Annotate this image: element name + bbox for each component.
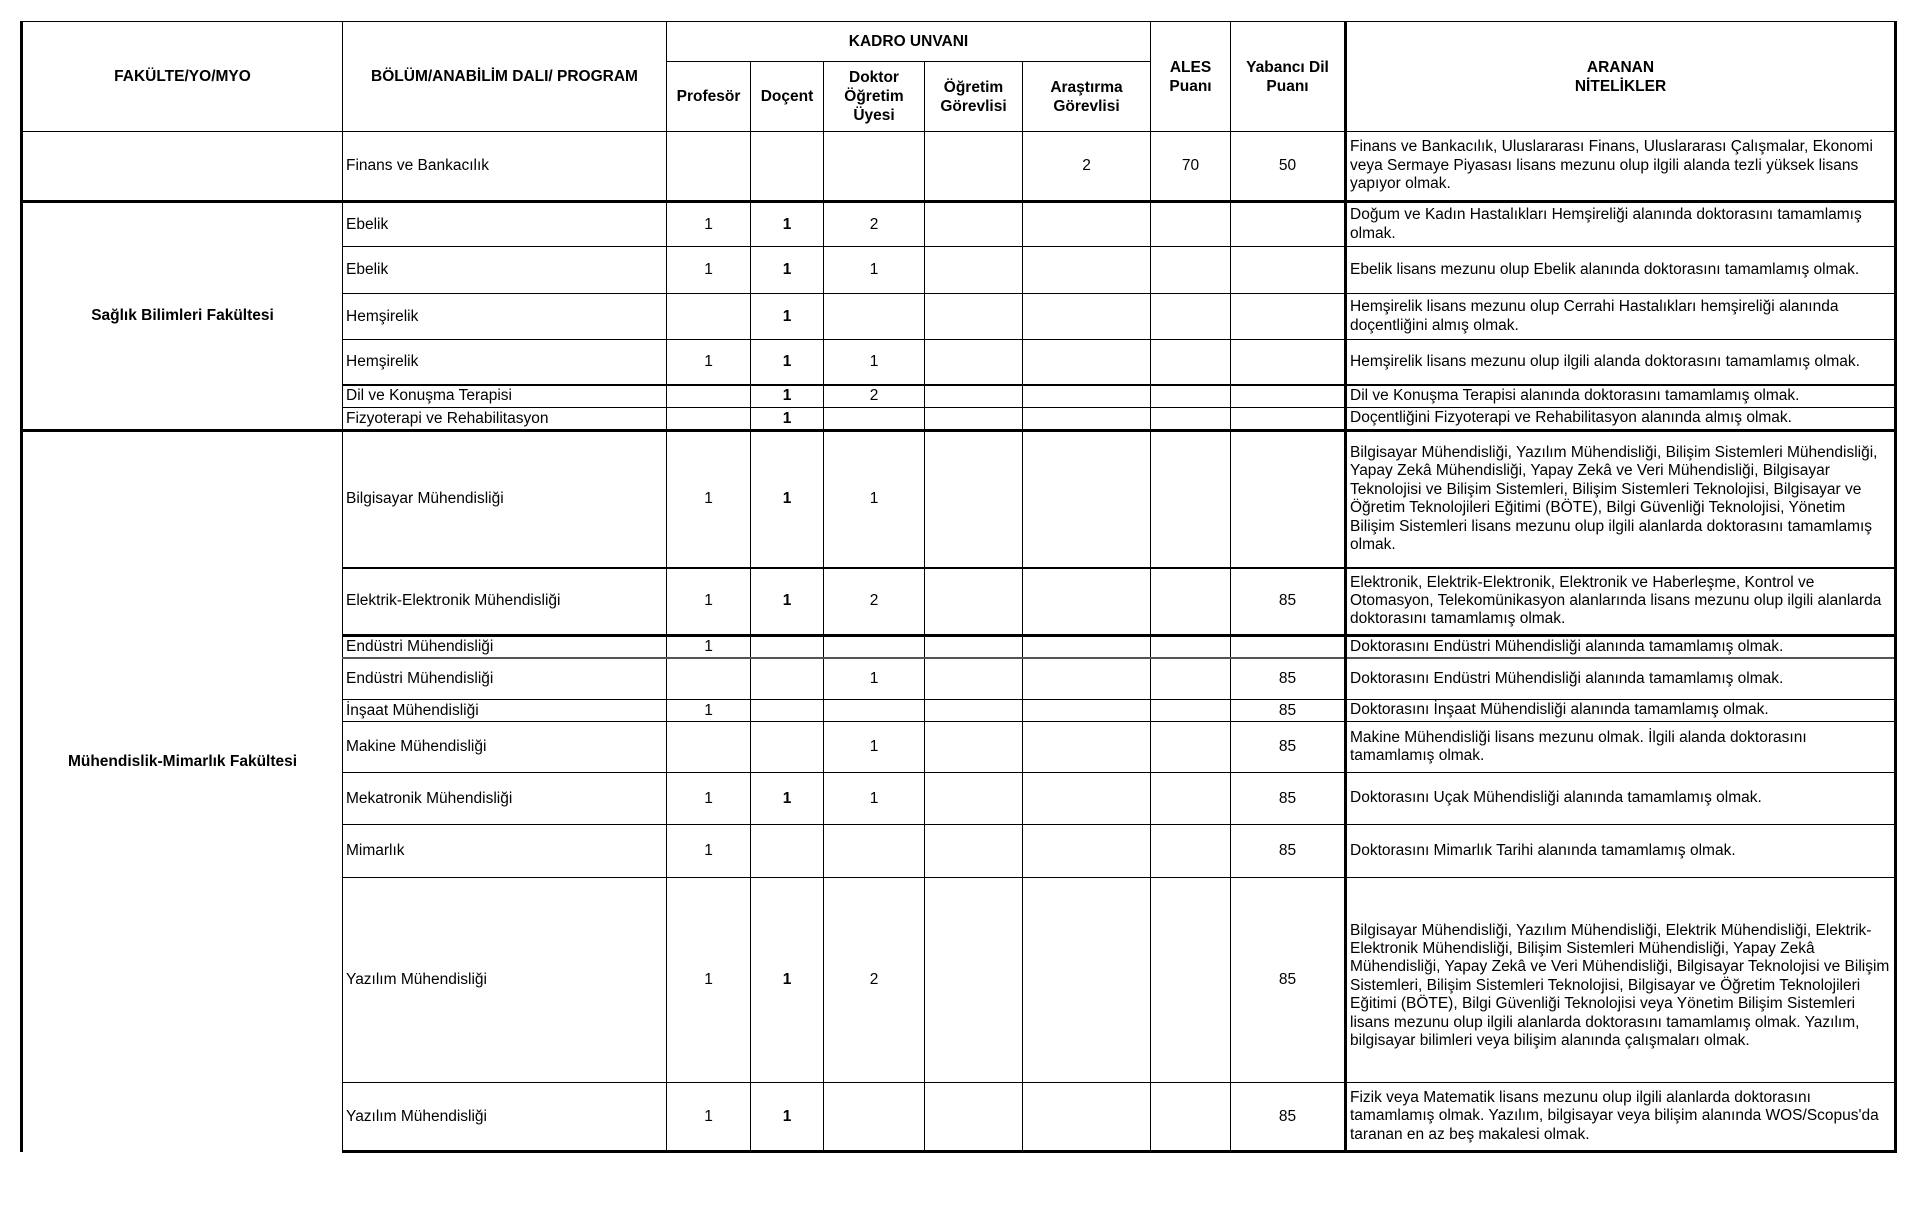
required-qualifications: Bilgisayar Mühendisliği, Yazılım Mühendisliği, Bilişim Sistemleri Mühendisliği, Yapay Zekâ Mühendisliği, Yapay Zekâ ve Veri Mühendisliği, Bilgisayar Teknolojisi ve Bilişim Sistemleri, Bilişim Sistemleri Teknolojisi, Bilgisayar ve Öğretim Teknolojileri Eğitimi (BÖTE), Bilgi Güvenliği Teknolojisi, Yönetim Bilişim Sistemleri lisans mezunu olup ilgili alanlarda doktorasını tamamlamış olmak. (1346, 431, 1896, 568)
associate-professor-count (751, 636, 824, 658)
program-cell: Yazılım Mühendisliği (343, 878, 667, 1083)
program-cell: Makine Mühendisliği (343, 722, 667, 773)
required-qualifications: Bilgisayar Mühendisliği, Yazılım Mühendisliği, Elektrik Mühendisliği, Elektrik-Elektronik Mühendisliği, Bilişim Sistemleri Mühendisliği, Yapay Zekâ Mühendisliği, Yapay Zekâ ve Veri Mühendisliği, Bilgisayar Teknolojisi ve Bilişim Sistemleri, Bilişim Sistemleri Teknolojisi, Bilgisayar ve Öğretim Teknolojileri Eğitimi (BÖTE), Bilgi Güvenliği Teknolojisi veya Yönetim Bilişim Sistemleri lisans mezunu olup ilgili alanlarda doktorasını tamamlamış olmak. Yazılım, bilgisayar bilimleri veya bilişim alanında çalışmaları olmak. (1346, 878, 1896, 1083)
program-cell: Mimarlık (343, 825, 667, 878)
required-qualifications: Fizik veya Matematik lisans mezunu olup ilgili alanlarda doktorasını tamamlamış olmak. Yazılım, bilgisayar veya bilişim alanında WOS/Scopus'da taranan en az beş makalesi olmak. (1346, 1083, 1896, 1152)
lecturer-count (925, 431, 1023, 568)
professor-count: 1 (667, 700, 751, 722)
foreign-language-score: 85 (1231, 658, 1346, 700)
lecturer-count (925, 1083, 1023, 1152)
lecturer-count (925, 636, 1023, 658)
lecturer-count (925, 247, 1023, 294)
required-qualifications: Doktorasını Endüstri Mühendisliği alanında tamamlamış olmak. (1346, 658, 1896, 700)
assistant-professor-count (824, 294, 925, 340)
lecturer-count (925, 700, 1023, 722)
ales-score (1151, 568, 1231, 636)
professor-count: 1 (667, 878, 751, 1083)
foreign-language-score: 50 (1231, 132, 1346, 202)
professor-count: 1 (667, 1083, 751, 1152)
header-ales: ALES Puanı (1151, 22, 1231, 132)
foreign-language-score: 85 (1231, 722, 1346, 773)
header-assistant-professor: Doktor Öğretim Üyesi (824, 62, 925, 132)
required-qualifications: Hemşirelik lisans mezunu olup ilgili alanda doktorasını tamamlamış olmak. (1346, 340, 1896, 385)
program-cell: Endüstri Mühendisliği (343, 636, 667, 658)
required-qualifications: Hemşirelik lisans mezunu olup Cerrahi Hastalıkları hemşireliği alanında doçentliğini almış olmak. (1346, 294, 1896, 340)
research-assistant-count (1023, 568, 1151, 636)
associate-professor-count: 1 (751, 294, 824, 340)
program-cell: İnşaat Mühendisliği (343, 700, 667, 722)
associate-professor-count (751, 722, 824, 773)
ales-score (1151, 247, 1231, 294)
foreign-language-score: 85 (1231, 878, 1346, 1083)
professor-count: 1 (667, 568, 751, 636)
program-cell: Ebelik (343, 202, 667, 247)
assistant-professor-count (824, 1083, 925, 1152)
required-qualifications: Doktorasını Mimarlık Tarihi alanında tamamlamış olmak. (1346, 825, 1896, 878)
program-cell: Bilgisayar Mühendisliği (343, 431, 667, 568)
ales-score (1151, 825, 1231, 878)
header-faculty: FAKÜLTE/YO/MYO (22, 22, 343, 132)
assistant-professor-count (824, 408, 925, 431)
program-cell: Fizyoterapi ve Rehabilitasyon (343, 408, 667, 431)
required-qualifications: Doçentliğini Fizyoterapi ve Rehabilitasyon alanında almış olmak. (1346, 408, 1896, 431)
required-qualifications: Elektronik, Elektrik-Elektronik, Elektronik ve Haberleşme, Kontrol ve Otomasyon, Telekomünikasyon alanlarında lisans mezunu olup ilgili alanlarda doktorasını tamamlamış olmak. (1346, 568, 1896, 636)
program-cell: Hemşirelik (343, 294, 667, 340)
ales-score (1151, 431, 1231, 568)
lecturer-count (925, 340, 1023, 385)
faculty-cell (22, 132, 343, 202)
program-cell: Dil ve Konuşma Terapisi (343, 385, 667, 408)
research-assistant-count (1023, 431, 1151, 568)
faculty-cell: Sağlık Bilimleri Fakültesi (22, 202, 343, 431)
lecturer-count (925, 773, 1023, 825)
faculty-positions-table (20, 21, 1897, 1153)
professor-count: 1 (667, 247, 751, 294)
foreign-language-score: 85 (1231, 568, 1346, 636)
research-assistant-count (1023, 658, 1151, 700)
ales-score (1151, 878, 1231, 1083)
professor-count (667, 408, 751, 431)
ales-score (1151, 700, 1231, 722)
lecturer-count (925, 658, 1023, 700)
associate-professor-count: 1 (751, 568, 824, 636)
ales-score (1151, 1083, 1231, 1152)
associate-professor-count: 1 (751, 340, 824, 385)
assistant-professor-count (824, 700, 925, 722)
research-assistant-count (1023, 722, 1151, 773)
ales-score (1151, 658, 1231, 700)
foreign-language-score (1231, 202, 1346, 247)
required-qualifications: Makine Mühendisliği lisans mezunu olmak. İlgili alanda doktorasını tamamlamış olmak. (1346, 722, 1896, 773)
required-qualifications: Doktorasını Endüstri Mühendisliği alanında tamamlamış olmak. (1346, 636, 1896, 658)
foreign-language-score: 85 (1231, 700, 1346, 722)
assistant-professor-count: 1 (824, 247, 925, 294)
research-assistant-count (1023, 340, 1151, 385)
assistant-professor-count (824, 825, 925, 878)
header-professor: Profesör (667, 62, 751, 132)
research-assistant-count (1023, 1083, 1151, 1152)
foreign-language-score: 85 (1231, 1083, 1346, 1152)
lecturer-count (925, 722, 1023, 773)
associate-professor-count (751, 132, 824, 202)
assistant-professor-count: 2 (824, 568, 925, 636)
research-assistant-count (1023, 878, 1151, 1083)
associate-professor-count: 1 (751, 247, 824, 294)
lecturer-count (925, 825, 1023, 878)
foreign-language-score (1231, 247, 1346, 294)
associate-professor-count: 1 (751, 1083, 824, 1152)
program-cell: Ebelik (343, 247, 667, 294)
ales-score (1151, 773, 1231, 825)
required-qualifications: Doktorasını Uçak Mühendisliği alanında tamamlamış olmak. (1346, 773, 1896, 825)
header-lecturer: Öğretim Görevlisi (925, 62, 1023, 132)
associate-professor-count (751, 700, 824, 722)
professor-count (667, 658, 751, 700)
ales-score (1151, 385, 1231, 408)
program-cell: Endüstri Mühendisliği (343, 658, 667, 700)
associate-professor-count (751, 658, 824, 700)
associate-professor-count (751, 825, 824, 878)
professor-count: 1 (667, 340, 751, 385)
lecturer-count (925, 132, 1023, 202)
foreign-language-score (1231, 431, 1346, 568)
table-row (22, 431, 1896, 568)
assistant-professor-count: 2 (824, 878, 925, 1083)
header-required-qualifications: ARANAN NİTELİKLER (1346, 22, 1896, 132)
table-row (22, 132, 1896, 202)
lecturer-count (925, 568, 1023, 636)
foreign-language-score (1231, 408, 1346, 431)
foreign-language-score (1231, 340, 1346, 385)
ales-score (1151, 340, 1231, 385)
foreign-language-score (1231, 636, 1346, 658)
research-assistant-count (1023, 202, 1151, 247)
associate-professor-count: 1 (751, 202, 824, 247)
assistant-professor-count: 2 (824, 385, 925, 408)
associate-professor-count: 1 (751, 773, 824, 825)
professor-count (667, 722, 751, 773)
lecturer-count (925, 385, 1023, 408)
professor-count (667, 294, 751, 340)
table-row (22, 202, 1896, 247)
assistant-professor-count: 1 (824, 340, 925, 385)
research-assistant-count (1023, 294, 1151, 340)
research-assistant-count (1023, 825, 1151, 878)
foreign-language-score (1231, 385, 1346, 408)
associate-professor-count: 1 (751, 408, 824, 431)
ales-score: 70 (1151, 132, 1231, 202)
professor-count: 1 (667, 825, 751, 878)
required-qualifications: Dil ve Konuşma Terapisi alanında doktorasını tamamlamış olmak. (1346, 385, 1896, 408)
assistant-professor-count: 1 (824, 722, 925, 773)
table-header (22, 22, 1896, 132)
research-assistant-count (1023, 247, 1151, 294)
program-cell: Mekatronik Mühendisliği (343, 773, 667, 825)
professor-count: 1 (667, 202, 751, 247)
faculty-cell: Mühendislik-Mimarlık Fakültesi (22, 431, 343, 1152)
program-cell: Elektrik-Elektronik Mühendisliği (343, 568, 667, 636)
lecturer-count (925, 202, 1023, 247)
ales-score (1151, 202, 1231, 247)
associate-professor-count: 1 (751, 431, 824, 568)
foreign-language-score: 85 (1231, 825, 1346, 878)
ales-score (1151, 722, 1231, 773)
assistant-professor-count: 1 (824, 431, 925, 568)
associate-professor-count: 1 (751, 385, 824, 408)
required-qualifications: Doğum ve Kadın Hastalıkları Hemşireliği alanında doktorasını tamamlamış olmak. (1346, 202, 1896, 247)
professor-count (667, 385, 751, 408)
assistant-professor-count (824, 132, 925, 202)
lecturer-count (925, 408, 1023, 431)
program-cell: Finans ve Bankacılık (343, 132, 667, 202)
assistant-professor-count: 1 (824, 658, 925, 700)
research-assistant-count (1023, 408, 1151, 431)
lecturer-count (925, 878, 1023, 1083)
assistant-professor-count: 2 (824, 202, 925, 247)
research-assistant-count: 2 (1023, 132, 1151, 202)
professor-count: 1 (667, 636, 751, 658)
header-associate-professor: Doçent (751, 62, 824, 132)
ales-score (1151, 408, 1231, 431)
professor-count (667, 132, 751, 202)
ales-score (1151, 636, 1231, 658)
research-assistant-count (1023, 636, 1151, 658)
foreign-language-score (1231, 294, 1346, 340)
assistant-professor-count: 1 (824, 773, 925, 825)
foreign-language-score: 85 (1231, 773, 1346, 825)
research-assistant-count (1023, 773, 1151, 825)
table-body (22, 132, 1896, 1152)
ales-score (1151, 294, 1231, 340)
program-cell: Hemşirelik (343, 340, 667, 385)
header-research-assistant: Araştırma Görevlisi (1023, 62, 1151, 132)
required-qualifications: Ebelik lisans mezunu olup Ebelik alanında doktorasını tamamlamış olmak. (1346, 247, 1896, 294)
professor-count: 1 (667, 431, 751, 568)
assistant-professor-count (824, 636, 925, 658)
program-cell: Yazılım Mühendisliği (343, 1083, 667, 1152)
research-assistant-count (1023, 700, 1151, 722)
header-foreign-language: Yabancı Dil Puanı (1231, 22, 1346, 132)
professor-count: 1 (667, 773, 751, 825)
header-kadro-unvani: KADRO UNVANI (667, 22, 1151, 62)
header-program: BÖLÜM/ANABİLİM DALI/ PROGRAM (343, 22, 667, 132)
required-qualifications: Doktorasını İnşaat Mühendisliği alanında tamamlamış olmak. (1346, 700, 1896, 722)
lecturer-count (925, 294, 1023, 340)
research-assistant-count (1023, 385, 1151, 408)
associate-professor-count: 1 (751, 878, 824, 1083)
required-qualifications: Finans ve Bankacılık, Uluslararası Finans, Uluslararası Çalışmalar, Ekonomi veya Sermaye Piyasası lisans mezunu olup ilgili alanda tezli yüksek lisans yapıyor olmak. (1346, 132, 1896, 202)
